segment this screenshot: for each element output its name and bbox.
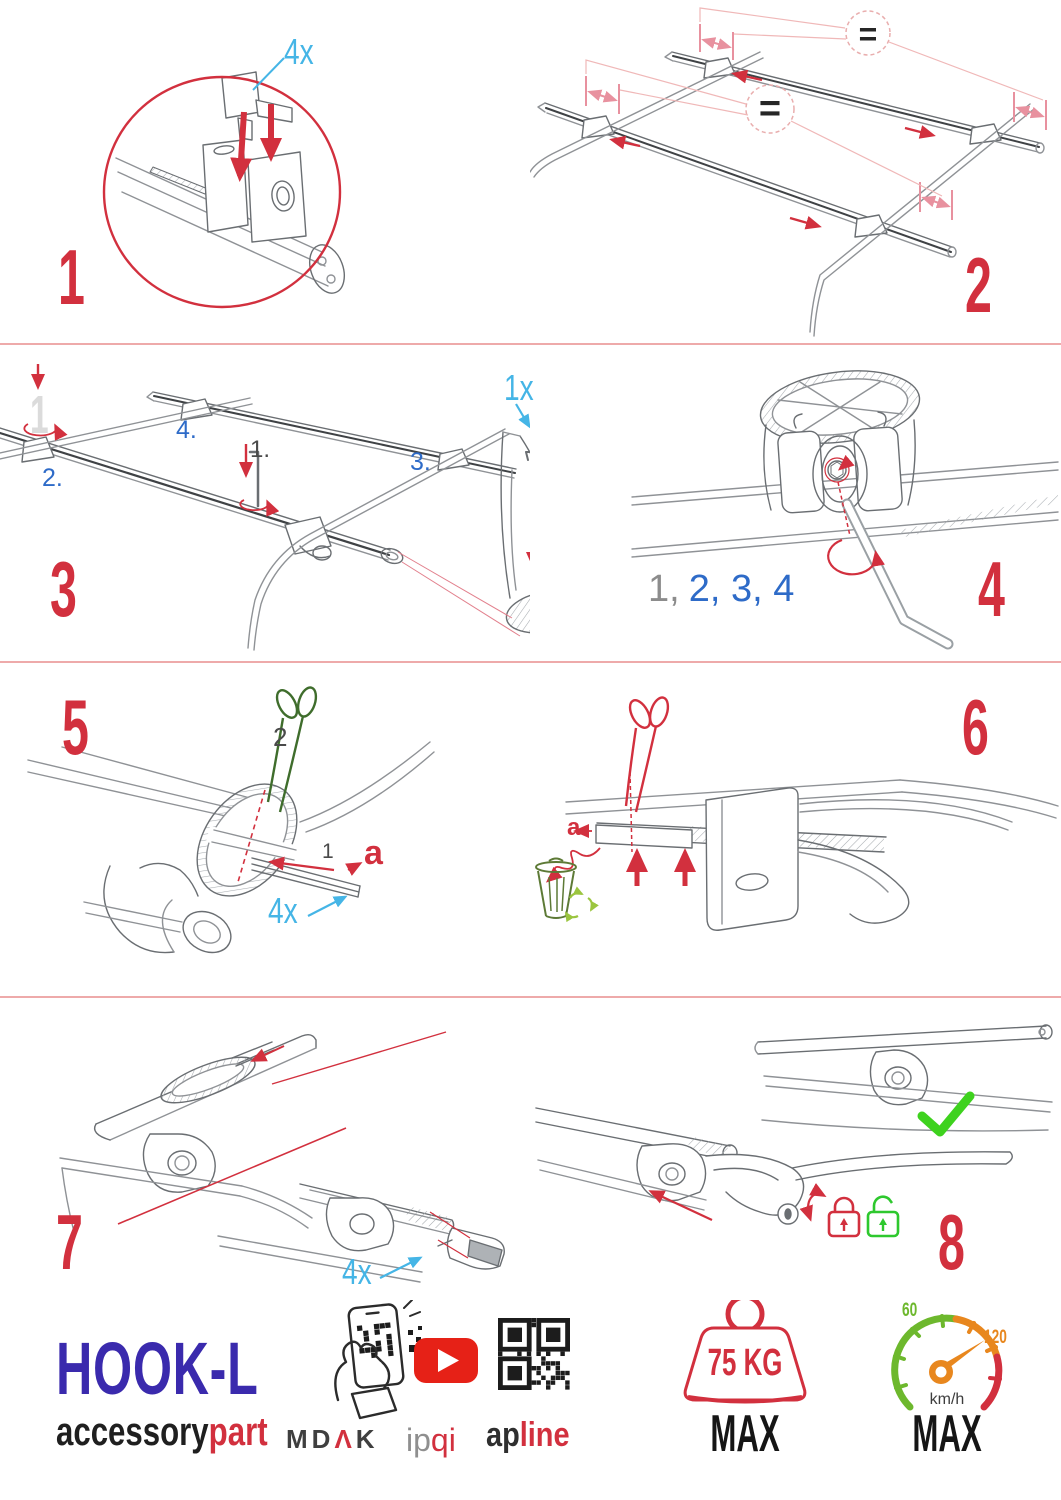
equal-symbol: =: [858, 16, 878, 52]
product-name: HOOK-L: [56, 1327, 259, 1410]
speed-low-label: 60: [902, 1300, 918, 1321]
youtube-icon: [414, 1338, 478, 1383]
equal-leader-lines: [586, 8, 1043, 196]
mdak-lambda: Λ: [334, 1424, 356, 1454]
step3-ghost-number: 1: [30, 385, 49, 445]
apline-dark: ap: [486, 1416, 520, 1454]
allen-key-storage-tube: [501, 432, 530, 639]
speed-high-label: 120: [984, 1327, 1007, 1348]
step8-number: 8: [938, 1198, 965, 1286]
phone-qr-scan-icon: [335, 1300, 422, 1418]
step1-quantity-label: 4x: [284, 31, 314, 72]
step4-sequence: [648, 570, 794, 608]
ipqi-red: qi: [430, 1422, 456, 1458]
apline-red: line: [519, 1416, 570, 1454]
ipqi-logo: [406, 1424, 456, 1456]
brand-red: part: [208, 1410, 268, 1454]
step5-number: 5: [62, 683, 89, 771]
step6-number: 6: [962, 683, 989, 771]
step3-illustration: [0, 344, 530, 661]
scissors-icon: [626, 695, 671, 812]
speed-unit: km/h: [929, 1391, 965, 1408]
apline-logo: [486, 1418, 570, 1452]
mdak-logo: [286, 1426, 379, 1452]
step3-arrows: [24, 364, 530, 636]
ipqi-gray: ip: [406, 1422, 431, 1458]
recycle-icon: [566, 893, 592, 917]
max-speed-label: MAX: [912, 1405, 982, 1463]
step4-number: 4: [978, 545, 1005, 633]
step6-dimension-a: a: [567, 814, 581, 841]
step5-cut-label: 2: [273, 722, 288, 752]
step8-illustration: [530, 997, 1061, 1300]
step5-dimension-a: a: [364, 834, 383, 872]
equal-symbol: =: [758, 88, 782, 130]
lock-closed-icon: [829, 1198, 859, 1236]
qty-pointer: [380, 1258, 420, 1278]
step3-part-label-1: 1.: [250, 436, 271, 463]
sequence-done: 1,: [648, 568, 680, 610]
mdak-md: MD: [286, 1424, 335, 1454]
step3-quantity-label: 1x: [504, 367, 534, 408]
qr-code-icon: [498, 1318, 570, 1390]
lock-open-icon: [868, 1197, 898, 1236]
step7-quantity-label: 4x: [342, 1251, 372, 1292]
step3-part-label-2: 2.: [42, 464, 63, 492]
step1-number: 1: [58, 233, 85, 321]
mdak-k: K: [355, 1424, 379, 1454]
step3-part-label-3: 3.: [410, 448, 431, 476]
qty-pointer: [308, 897, 345, 916]
spacing-arrows: [586, 24, 1046, 220]
sequence-todo: 2, 3, 4: [688, 568, 795, 610]
step3-number: 3: [50, 545, 77, 633]
step5-strip-label: 1: [322, 840, 334, 863]
step2-number: 2: [965, 241, 992, 329]
max-load-value: 75 KG: [707, 1342, 783, 1384]
step7-number: 7: [56, 1198, 83, 1286]
step5-quantity-label: 4x: [268, 890, 298, 931]
max-load-label: MAX: [710, 1405, 780, 1463]
step3-part-label-4: 4.: [176, 416, 197, 444]
brand-logo: [56, 1412, 268, 1452]
brand-black: accessory: [56, 1410, 209, 1454]
